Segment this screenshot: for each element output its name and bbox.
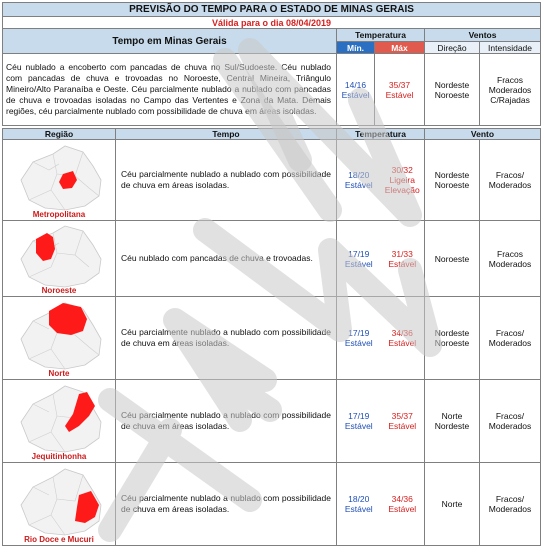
region-forecast: Céu nublado com pancadas de chuva e trovoadas. <box>116 221 337 297</box>
state-wind-intensity: Fracos Moderados C/Rajadas <box>480 54 541 126</box>
page-title: PREVISÃO DO TEMPO PARA O ESTADO DE MINAS GERAIS <box>3 3 541 17</box>
temperature-column-header: Temperatura <box>337 129 425 140</box>
region-wind-direction: Norte <box>425 463 480 546</box>
region-forecast: Céu parcialmente nublado a nublado com possibilidade de chuva em áreas isoladas. <box>116 297 337 380</box>
region-map-image <box>3 140 116 220</box>
weather-column-header: Tempo <box>116 129 337 140</box>
state-wind-direction: Nordeste Noroeste <box>425 54 480 126</box>
region-map-image <box>3 380 116 462</box>
region-name: Jequitinhonha <box>31 452 87 461</box>
region-wind-intensity: Fracos/ Moderados <box>480 380 541 463</box>
table-row <box>3 140 541 221</box>
region-forecast: Céu parcialmente nublado a nublado com possibilidade de chuva em áreas isoladas. <box>116 140 337 221</box>
wind-column-header: Vento <box>425 129 541 140</box>
region-wind-direction: Norte Nordeste <box>425 380 480 463</box>
validity-date: Válida para o dia 08/04/2019 <box>3 17 541 29</box>
region-map-image <box>3 297 116 379</box>
region-temperature: 17/19 Estável 35/37 Estável <box>337 380 425 463</box>
region-temperature: 18/20 Estável 30/32 Ligeira Elevação <box>337 140 425 221</box>
region-temperature: 18/20 Estável 34/36 Estável <box>337 463 425 546</box>
min-label: Mín. <box>337 42 375 54</box>
direction-label: Direção <box>425 42 480 54</box>
region-forecast: Céu parcialmente nublado a nublado com possibilidade de chuva em áreas isoladas. <box>116 380 337 463</box>
table-row <box>3 380 541 463</box>
winds-header: Ventos <box>425 29 541 42</box>
region-temperature: 17/19 Estável 31/33 Estável <box>337 221 425 297</box>
region-wind-direction: Nordeste Noroeste <box>425 297 480 380</box>
state-max-temp: 35/37 Estável <box>375 54 425 126</box>
regions-table <box>2 128 541 546</box>
region-map-image <box>3 463 116 545</box>
max-label: Máx <box>375 42 425 54</box>
region-name: Noroeste <box>41 286 77 295</box>
state-forecast-text: Céu nublado a encoberto com pancadas de chuva no Sul/Sudoeste. Céu nublado com pancadas de chuva e trovoadas no Noroeste, Central Mineira, Triângulo Mineiro/Alto Paranaíba e Oeste. Céu parcialmente nublado a nublado com pancadas de chuva e trovoadas isoladas no Campo das Vertentes e Zona da Mata. Demais regiões, céu parcialmente nublado com possibilidade de chuva em áreas isoladas. <box>3 54 337 126</box>
region-temperature: 17/19 Estável 34/36 Estável <box>337 297 425 380</box>
region-wind-intensity: Fracos/ Moderados <box>480 140 541 221</box>
region-wind-intensity: Fracos Moderados <box>480 221 541 297</box>
region-name: Metropolitana <box>32 210 86 219</box>
region-name: Rio Doce e Mucuri <box>24 535 94 544</box>
table-row <box>3 221 541 297</box>
state-forecast-table <box>2 2 541 126</box>
temperature-header: Temperatura <box>337 29 425 42</box>
region-map <box>3 221 116 297</box>
region-forecast: Céu parcialmente nublado a nublado com possibilidade de chuva em áreas isoladas. <box>116 463 337 546</box>
intensity-label: Intensidade <box>480 42 541 54</box>
region-wind-intensity: Fracos/ Moderados <box>480 463 541 546</box>
state-min-temp: 14/16 Estável <box>337 54 375 126</box>
region-wind-direction: Noroeste <box>425 221 480 297</box>
state-section-title: Tempo em Minas Gerais <box>3 29 337 54</box>
region-wind-intensity: Fracos/ Moderados <box>480 297 541 380</box>
table-row <box>3 297 541 380</box>
region-map <box>3 297 116 380</box>
region-column-header: Região <box>3 129 116 140</box>
region-name: Norte <box>48 369 70 378</box>
region-map <box>3 463 116 546</box>
region-map <box>3 380 116 463</box>
region-map-image <box>3 221 116 296</box>
region-wind-direction: Nordeste Noroeste <box>425 140 480 221</box>
region-map <box>3 140 116 221</box>
table-row <box>3 463 541 546</box>
